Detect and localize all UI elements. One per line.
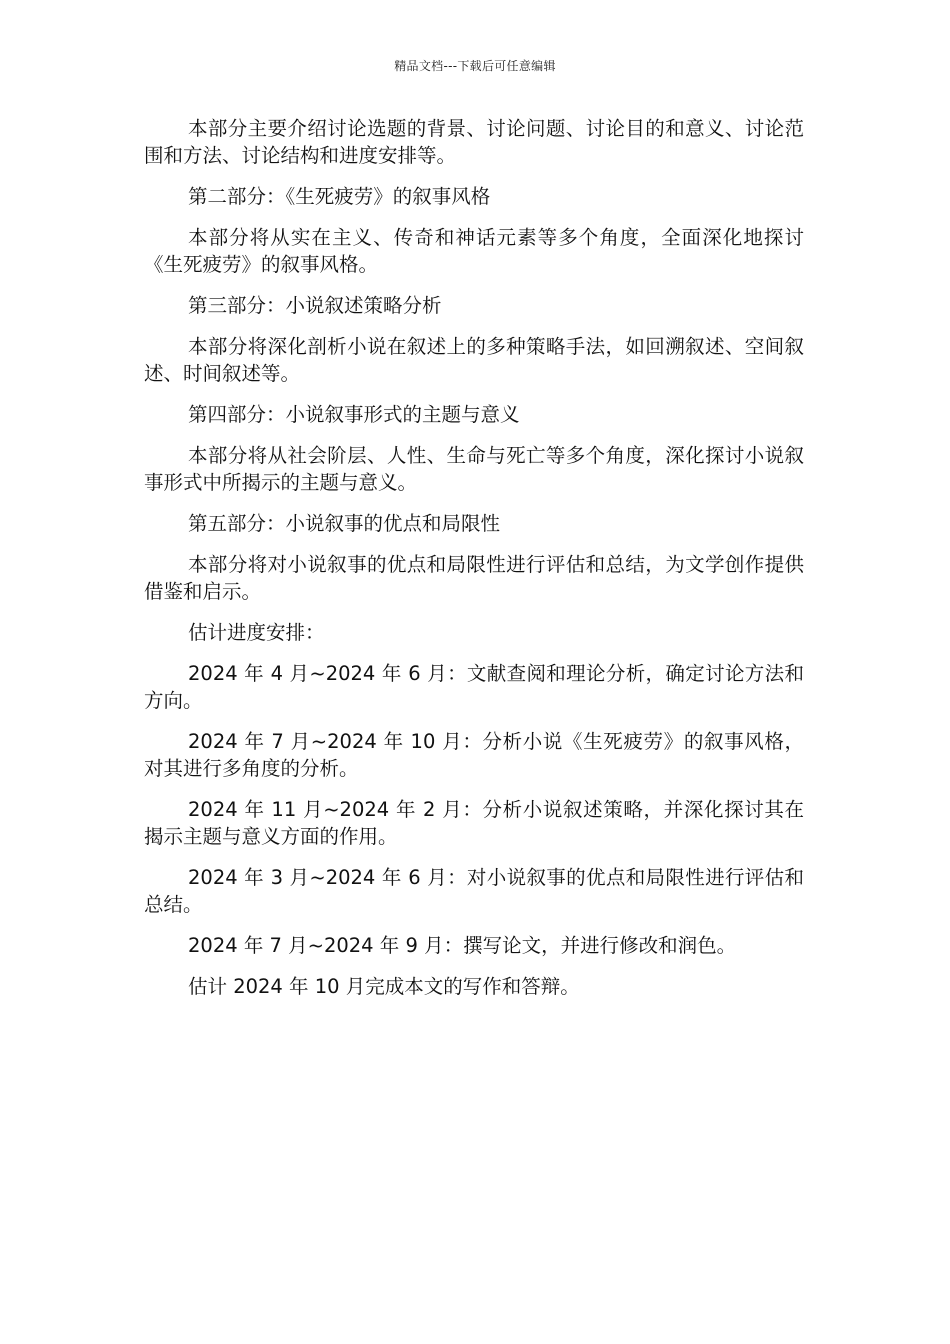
schedule-heading: 估计进度安排： <box>188 621 325 644</box>
paragraph-part-four: 本部分将从社会阶层、人性、生命与死亡等多个角度，深化探讨小说叙事形式中所揭示的主题与意义。 <box>144 444 804 494</box>
schedule-item: 2024 年 7 月~2024 年 9 月：撰写论文，并进行修改和润色。 <box>188 934 737 957</box>
section-heading-part-two: 第二部分：《生死疲劳》的叙事风格 <box>188 185 491 208</box>
paragraph-part-three: 本部分将深化剖析小说在叙述上的多种策略手法，如回溯叙述、空间叙述、时间叙述等。 <box>144 335 804 385</box>
page-header: 精品文档---下载后可任意编辑 <box>394 59 556 73</box>
schedule-item: 2024 年 3 月~2024 年 6 月：对小说叙事的优点和局限性进行评估和总结。 <box>144 866 804 916</box>
schedule-item: 2024 年 4 月~2024 年 6 月：文献查阅和理论分析，确定讨论方法和方向。 <box>144 662 804 712</box>
paragraph-part-five: 本部分将对小说叙事的优点和局限性进行评估和总结，为文学创作提供借鉴和启示。 <box>144 553 804 603</box>
document-body <box>144 115 804 1014</box>
section-heading-part-four: 第四部分：小说叙事形式的主题与意义 <box>188 403 520 426</box>
paragraph-part-two: 本部分将从实在主义、传奇和神话元素等多个角度，全面深化地探讨《生死疲劳》的叙事风格。 <box>144 226 804 276</box>
schedule-item: 2024 年 11 月~2024 年 2 月：分析小说叙述策略，并深化探讨其在揭示主题与意义方面的作用。 <box>144 798 804 848</box>
section-heading-part-five: 第五部分：小说叙事的优点和局限性 <box>188 512 501 535</box>
section-heading-part-three: 第三部分：小说叙述策略分析 <box>188 294 442 317</box>
completion-note: 估计 2024 年 10 月完成本文的写作和答辩。 <box>188 975 580 998</box>
schedule-item: 2024 年 7 月~2024 年 10 月：分析小说《生死疲劳》的叙事风格，对其进行多角度的分析。 <box>144 730 804 780</box>
paragraph-intro-summary: 本部分主要介绍讨论选题的背景、讨论问题、讨论目的和意义、讨论范围和方法、讨论结构和进度安排等。 <box>144 117 804 167</box>
